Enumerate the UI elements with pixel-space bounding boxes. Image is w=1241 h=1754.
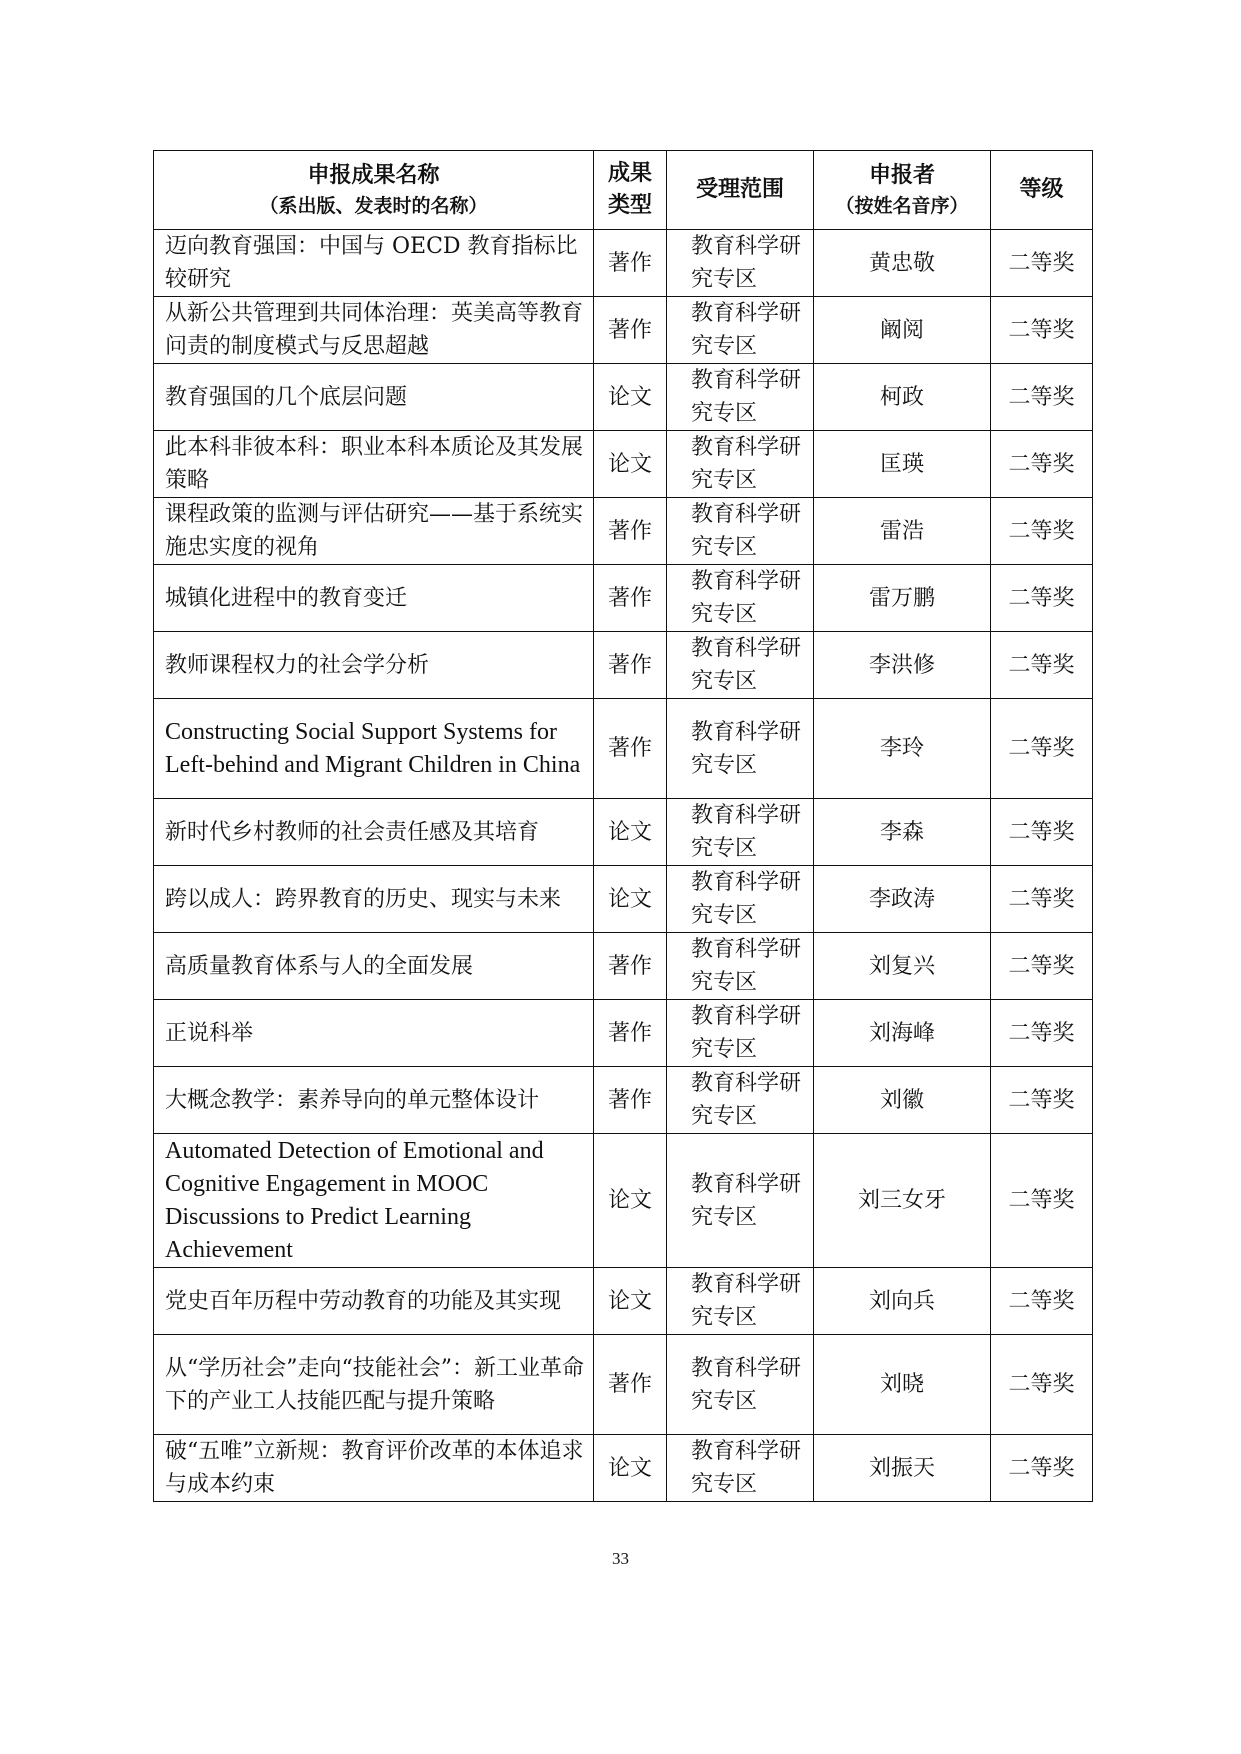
cell-scope: 教育科学研究专区 (667, 699, 814, 799)
cell-type: 论文 (594, 866, 667, 933)
table-row (154, 1435, 1093, 1502)
header-type-line2: 类型 (607, 193, 652, 218)
cell-level: 二等奖 (991, 364, 1093, 431)
cell-name: 迈向教育强国：中国与 OECD 教育指标比较研究 (154, 230, 594, 297)
header-author-title: 申报者 (868, 163, 935, 188)
cell-type: 著作 (594, 933, 667, 1000)
cell-scope: 教育科学研究专区 (667, 1335, 814, 1435)
cell-author: 雷浩 (814, 498, 991, 565)
table-row (154, 799, 1093, 866)
cell-level: 二等奖 (991, 699, 1093, 799)
cell-type: 著作 (594, 699, 667, 799)
cell-author: 刘海峰 (814, 1000, 991, 1067)
cell-type: 著作 (594, 565, 667, 632)
cell-level: 二等奖 (991, 1268, 1093, 1335)
cell-scope: 教育科学研究专区 (667, 933, 814, 1000)
cell-scope: 教育科学研究专区 (667, 364, 814, 431)
cell-type: 论文 (594, 364, 667, 431)
table-header-row (154, 151, 1093, 230)
header-name-subtitle: （系出版、发表时的名称） (259, 195, 488, 217)
cell-type: 论文 (594, 431, 667, 498)
cell-scope: 教育科学研究专区 (667, 632, 814, 699)
cell-scope: 教育科学研究专区 (667, 565, 814, 632)
cell-scope: 教育科学研究专区 (667, 297, 814, 364)
cell-type: 著作 (594, 1335, 667, 1435)
cell-name: 从“学历社会”走向“技能社会”：新工业革命下的产业工人技能匹配与提升策略 (154, 1335, 594, 1435)
header-scope-label: 受理范围 (695, 177, 784, 202)
cell-scope: 教育科学研究专区 (667, 1435, 814, 1502)
cell-level: 二等奖 (991, 297, 1093, 364)
header-type (594, 151, 667, 230)
table-row (154, 565, 1093, 632)
cell-author: 刘向兵 (814, 1268, 991, 1335)
cell-level: 二等奖 (991, 230, 1093, 297)
cell-scope: 教育科学研究专区 (667, 799, 814, 866)
cell-author: 李森 (814, 799, 991, 866)
cell-level: 二等奖 (991, 498, 1093, 565)
cell-author: 刘三女牙 (814, 1134, 991, 1268)
cell-author: 黄忠敬 (814, 230, 991, 297)
header-scope (667, 151, 814, 230)
cell-level: 二等奖 (991, 1435, 1093, 1502)
cell-name: 教育强国的几个底层问题 (154, 364, 594, 431)
cell-level: 二等奖 (991, 933, 1093, 1000)
cell-type: 论文 (594, 1268, 667, 1335)
table-row (154, 1134, 1093, 1268)
cell-scope: 教育科学研究专区 (667, 431, 814, 498)
cell-name: 此本科非彼本科：职业本科本质论及其发展策略 (154, 431, 594, 498)
awards-table (153, 150, 1093, 1502)
cell-author: 刘徽 (814, 1067, 991, 1134)
cell-scope: 教育科学研究专区 (667, 1268, 814, 1335)
cell-name: 党史百年历程中劳动教育的功能及其实现 (154, 1268, 594, 1335)
cell-name: Constructing Social Support Systems for Left-behind and Migrant Children in China (154, 699, 594, 799)
cell-scope: 教育科学研究专区 (667, 1134, 814, 1268)
cell-name: Automated Detection of Emotional and Cognitive Engagement in MOOC Discussions to Predict Learning Achievement (154, 1134, 594, 1268)
cell-author: 刘晓 (814, 1335, 991, 1435)
cell-level: 二等奖 (991, 1134, 1093, 1268)
table-row (154, 431, 1093, 498)
cell-name: 从新公共管理到共同体治理：英美高等教育问责的制度模式与反思超越 (154, 297, 594, 364)
cell-level: 二等奖 (991, 632, 1093, 699)
table-row (154, 1268, 1093, 1335)
cell-name: 大概念教学：素养导向的单元整体设计 (154, 1067, 594, 1134)
cell-author: 刘振天 (814, 1435, 991, 1502)
cell-author: 柯政 (814, 364, 991, 431)
cell-type: 著作 (594, 1000, 667, 1067)
cell-author: 匡瑛 (814, 431, 991, 498)
header-name-title: 申报成果名称 (307, 163, 440, 188)
cell-name: 教师课程权力的社会学分析 (154, 632, 594, 699)
cell-scope: 教育科学研究专区 (667, 1000, 814, 1067)
cell-level: 二等奖 (991, 866, 1093, 933)
table-row (154, 699, 1093, 799)
cell-author: 李洪修 (814, 632, 991, 699)
cell-scope: 教育科学研究专区 (667, 230, 814, 297)
cell-name: 课程政策的监测与评估研究——基于系统实施忠实度的视角 (154, 498, 594, 565)
table-row (154, 1000, 1093, 1067)
cell-name: 城镇化进程中的教育变迁 (154, 565, 594, 632)
header-level-label: 等级 (1019, 177, 1064, 202)
cell-author: 李政涛 (814, 866, 991, 933)
cell-name: 破“五唯”立新规：教育评价改革的本体追求与成本约束 (154, 1435, 594, 1502)
cell-name: 新时代乡村教师的社会责任感及其培育 (154, 799, 594, 866)
page-number: 33 (612, 1549, 629, 1568)
table-row (154, 498, 1093, 565)
table-row (154, 1067, 1093, 1134)
cell-level: 二等奖 (991, 431, 1093, 498)
cell-name: 正说科举 (154, 1000, 594, 1067)
cell-level: 二等奖 (991, 1000, 1093, 1067)
header-level (991, 151, 1093, 230)
cell-author: 刘复兴 (814, 933, 991, 1000)
cell-level: 二等奖 (991, 565, 1093, 632)
cell-scope: 教育科学研究专区 (667, 498, 814, 565)
header-type-line1: 成果 (607, 161, 652, 186)
cell-scope: 教育科学研究专区 (667, 1067, 814, 1134)
cell-type: 著作 (594, 297, 667, 364)
cell-type: 论文 (594, 799, 667, 866)
header-name (154, 151, 594, 230)
table-row (154, 866, 1093, 933)
cell-type: 著作 (594, 230, 667, 297)
cell-type: 论文 (594, 1435, 667, 1502)
table-row (154, 632, 1093, 699)
header-author-subtitle: （按姓名音序） (835, 195, 969, 217)
cell-level: 二等奖 (991, 1067, 1093, 1134)
cell-author: 雷万鹏 (814, 565, 991, 632)
cell-type: 论文 (594, 1134, 667, 1268)
cell-type: 著作 (594, 498, 667, 565)
cell-author: 阚阅 (814, 297, 991, 364)
cell-type: 著作 (594, 1067, 667, 1134)
cell-scope: 教育科学研究专区 (667, 866, 814, 933)
cell-type: 著作 (594, 632, 667, 699)
cell-name: 高质量教育体系与人的全面发展 (154, 933, 594, 1000)
table-row (154, 933, 1093, 1000)
table-row (154, 297, 1093, 364)
cell-author: 李玲 (814, 699, 991, 799)
table-row (154, 364, 1093, 431)
table-row (154, 230, 1093, 297)
cell-level: 二等奖 (991, 799, 1093, 866)
cell-name: 跨以成人：跨界教育的历史、现实与未来 (154, 866, 594, 933)
header-author (814, 151, 991, 230)
cell-level: 二等奖 (991, 1335, 1093, 1435)
table-row (154, 1335, 1093, 1435)
